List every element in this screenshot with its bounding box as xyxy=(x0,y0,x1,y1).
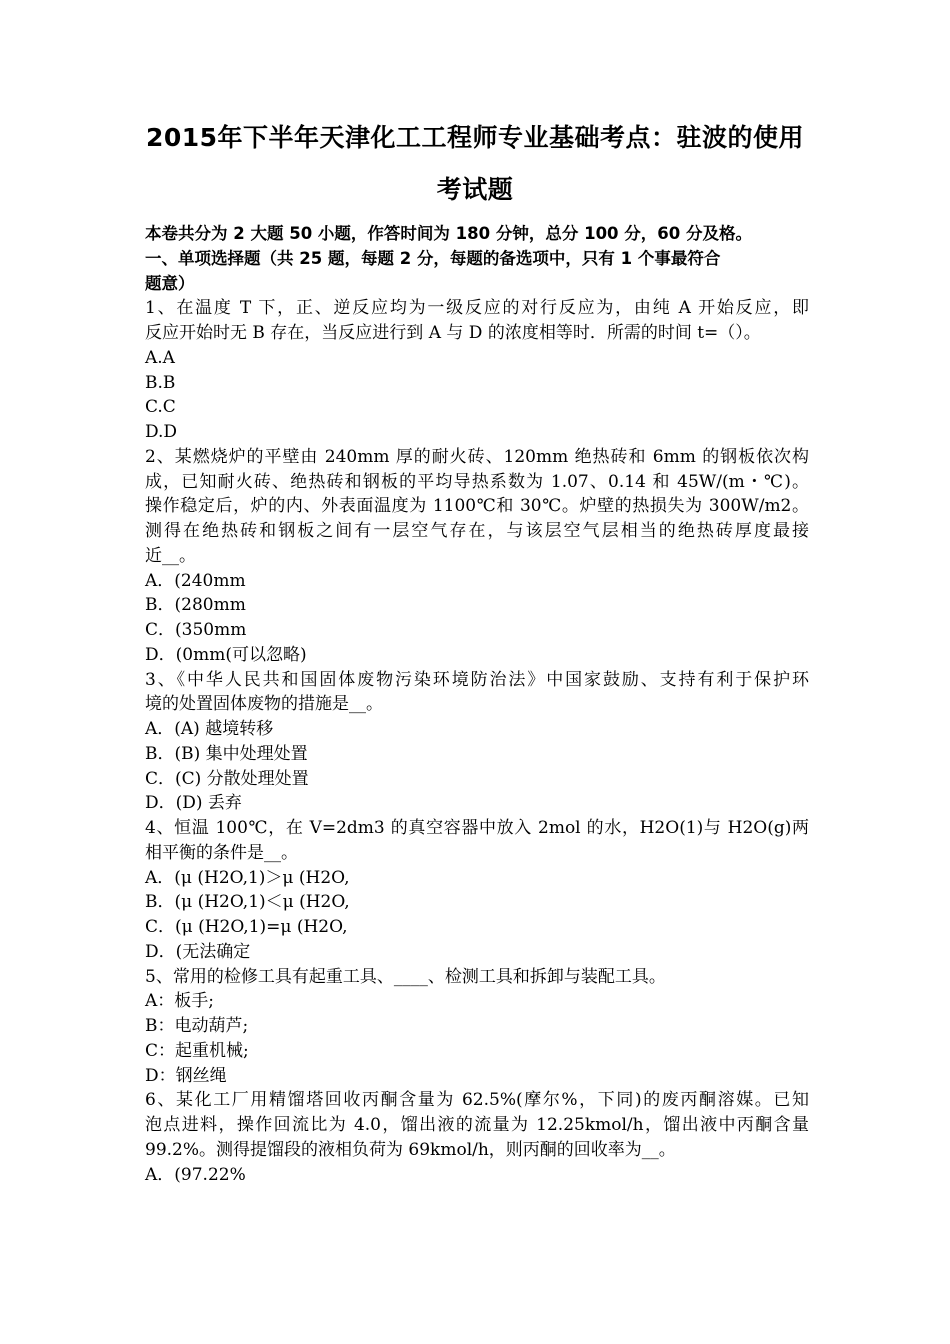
question-stem-line: 5、常用的检修工具有起重工具、____、检测工具和拆卸与装配工具。 xyxy=(145,966,666,987)
answer-option: A．(A) 越境转移 xyxy=(145,719,274,739)
question-stem-line: 近__。 xyxy=(145,545,196,566)
answer-option: B.B xyxy=(145,372,176,393)
question-list xyxy=(145,296,809,1187)
question-4 xyxy=(145,816,809,965)
question-stem-line: 2、某燃烧炉的平壁由 240mm 厚的耐火砖、120mm 绝热砖和 6mm 的钢板依次构 xyxy=(145,446,809,467)
document-title-line2: 考试题 xyxy=(436,175,514,204)
question-stem-line: 操作稳定后，炉的内、外表面温度为 1100℃和 30℃。炉壁的热损失为 300W/m2。 xyxy=(145,496,809,517)
answer-option: C.C xyxy=(145,397,176,418)
answer-option: D．(0mm(可以忽略) xyxy=(145,644,307,665)
document-body xyxy=(145,222,809,1187)
answer-option: C．(350mm xyxy=(145,620,247,640)
question-stem-line: 成，已知耐火砖、绝热砖和钢板的平均导热系数为 1.07、0.14 和 45W/(m・℃)。 xyxy=(145,471,809,492)
answer-option: D.D xyxy=(145,422,178,442)
question-stem-line: 6、某化工厂用精馏塔回收丙酮含量为 62.5%(摩尔%，下同)的废丙酮溶媒。已知 xyxy=(145,1090,809,1111)
answer-option: A.A xyxy=(145,347,175,368)
question-5 xyxy=(145,965,809,1089)
answer-option: A：板手; xyxy=(145,991,215,1012)
question-3 xyxy=(145,668,809,817)
question-6 xyxy=(145,1088,809,1187)
answer-option: D：钢丝绳 xyxy=(145,1065,227,1086)
question-stem-line: 反应开始时无 B 存在，当反应进行到 A 与 D 的浓度相等时．所需的时间 t=（）。 xyxy=(145,323,761,343)
answer-option: A．(97.22% xyxy=(145,1164,246,1185)
answer-option: C：起重机械; xyxy=(145,1040,249,1061)
answer-option: B：电动葫芦; xyxy=(145,1016,249,1036)
answer-option: A．(μ (H2O,1)＞μ (H2O, xyxy=(145,867,350,888)
answer-option: D．(无法确定 xyxy=(145,941,251,962)
section-heading-line2: 题意） xyxy=(145,273,195,293)
answer-option: B．(B) 集中处理处置 xyxy=(145,743,308,764)
answer-option: A．(240mm xyxy=(145,570,246,591)
section-heading-line1: 一、单项选择题（共 25 题，每题 2 分，每题的备选项中，只有 1 个事最符合 xyxy=(145,248,721,268)
question-stem-line: 测得在绝热砖和钢板之间有一层空气存在，与该层空气层相当的绝热砖厚度最接 xyxy=(145,521,809,541)
answer-option: D．(D) 丢弃 xyxy=(145,793,242,814)
document-title-line1: 2015年下半年天津化工工程师专业基础考点：驻波的使用 xyxy=(145,123,805,152)
answer-option: B．(μ (H2O,1)＜μ (H2O, xyxy=(145,892,350,913)
answer-option: B．(280mm xyxy=(145,595,246,616)
answer-option: C．(μ (H2O,1)=μ (H2O, xyxy=(145,917,348,937)
exam-intro: 本卷共分为 2 大题 50 小题，作答时间为 180 分钟，总分 100 分，60 分及格。 xyxy=(145,224,752,243)
question-stem-line: 3、《中华人民共和国固体废物污染环境防治法》中国家鼓励、支持有利于保护环 xyxy=(145,669,809,690)
question-stem-line: 99.2%。测得提馏段的液相负荷为 69kmol/h，则丙酮的回收率为__。 xyxy=(145,1139,676,1160)
question-stem-line: 4、恒温 100℃，在 V=2dm3 的真空容器中放入 2mol 的水，H2O(1)与 H2O(g)两 xyxy=(145,818,809,838)
question-stem-line: 境的处置固体废物的措施是__。 xyxy=(145,694,383,715)
answer-option: C．(C) 分散处理处置 xyxy=(145,768,309,789)
question-stem-line: 泡点进料，操作回流比为 4.0，馏出液的流量为 12.25kmol/h，馏出液中丙酮含量 xyxy=(145,1115,809,1135)
question-stem-line: 相平衡的条件是__。 xyxy=(145,842,298,863)
question-stem-line: 1、在温度 T 下，正、逆反应均为一级反应的对行反应为，由纯 A 开始反应，即 xyxy=(145,298,809,319)
question-1 xyxy=(145,296,809,445)
question-2 xyxy=(145,445,809,668)
